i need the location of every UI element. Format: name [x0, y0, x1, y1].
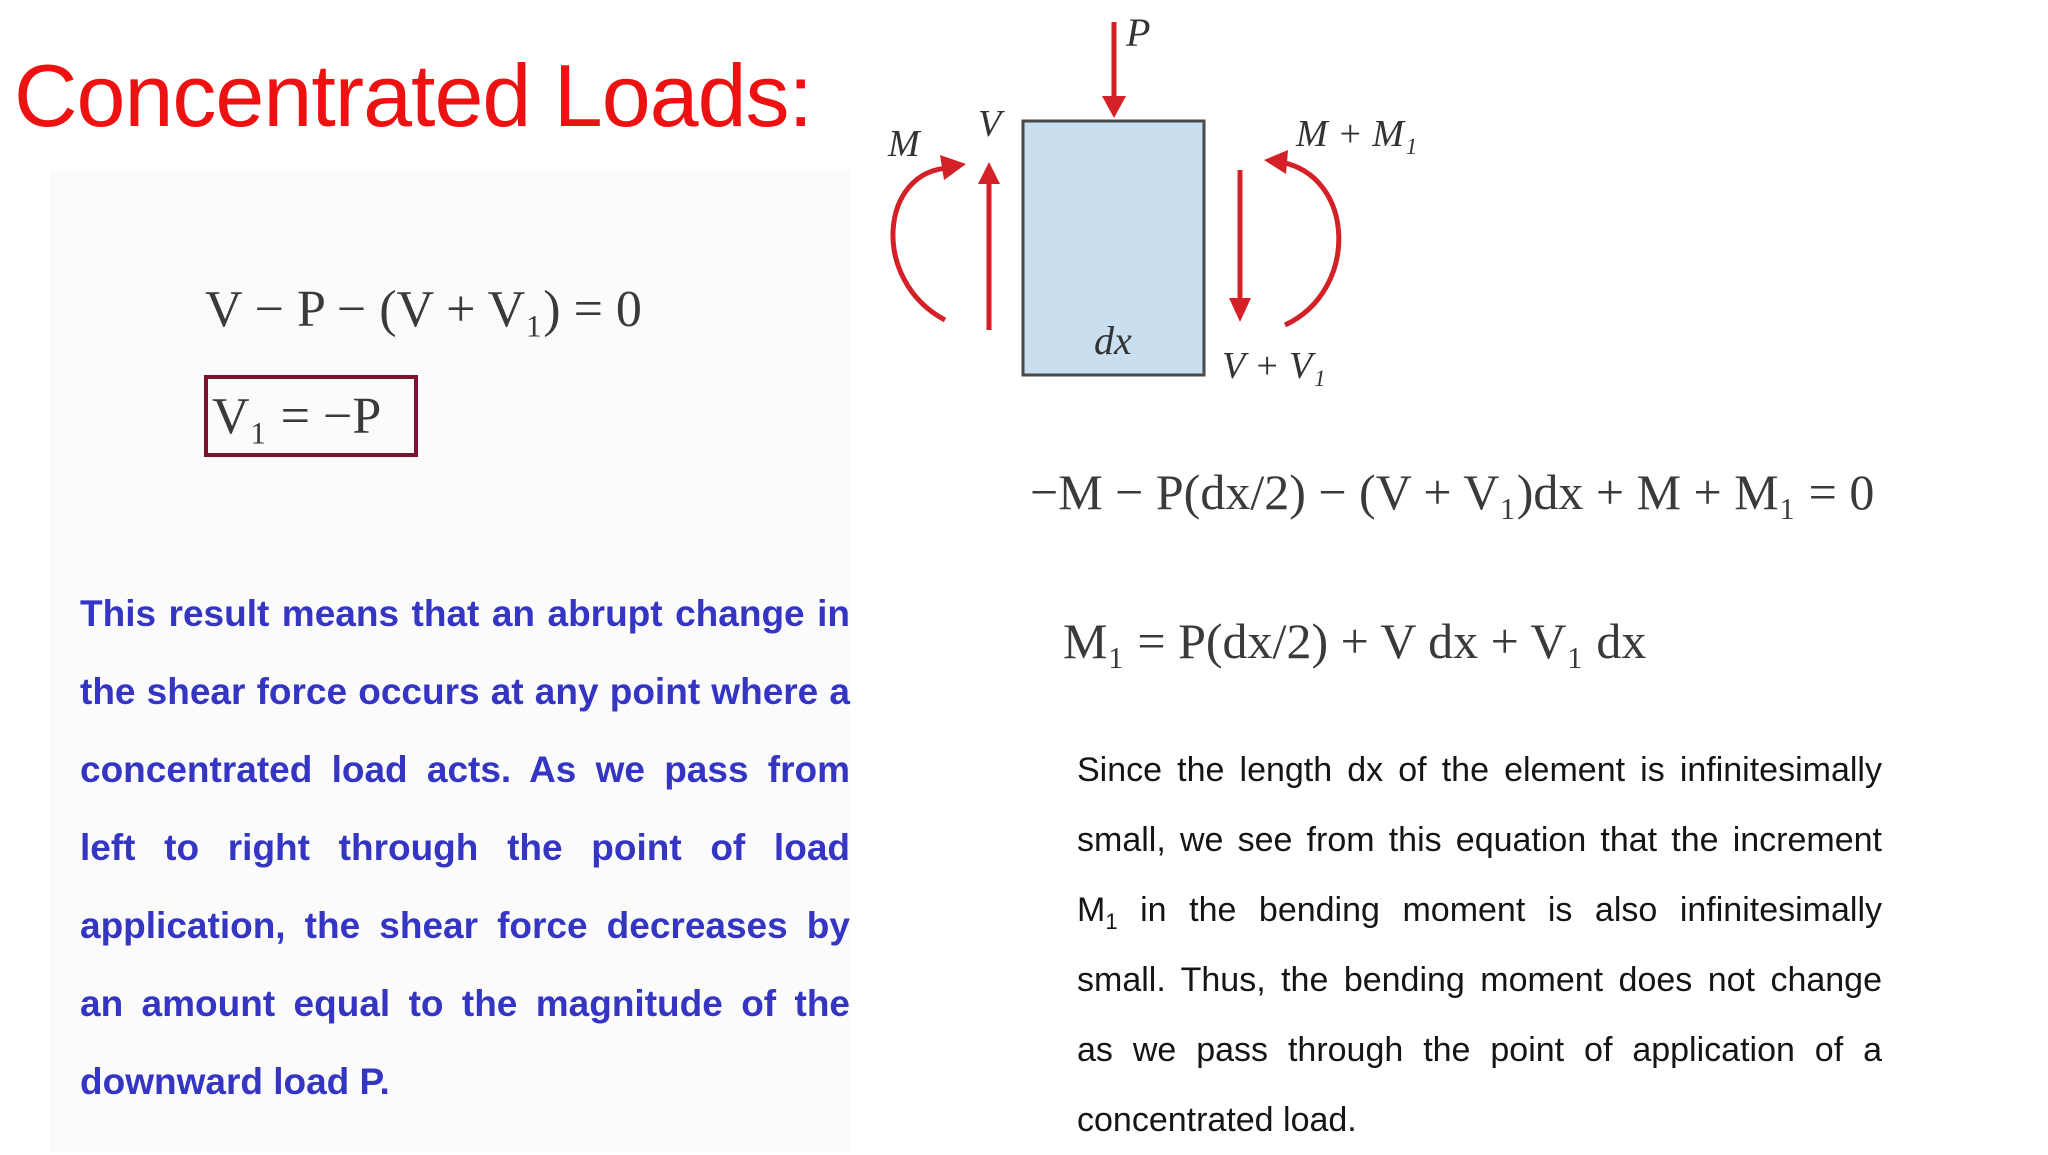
left-moment-arc — [893, 168, 950, 320]
shear-result-equation: V₁ = −P — [212, 388, 382, 445]
moment-balance-equation: −M − P(dx/2) − (V + V₁)dx + M + M₁ = 0 — [1030, 464, 1875, 520]
right-paragraph-subscript: 1 — [1105, 908, 1118, 934]
moment-result-equation: M₁ = P(dx/2) + V dx + V₁ dx — [1063, 613, 1647, 669]
right-moment-arrowhead — [1264, 150, 1288, 174]
load-arrowhead — [1102, 96, 1126, 118]
left-shear-label: V — [978, 103, 1002, 145]
right-explanation-paragraph — [1077, 735, 1882, 1155]
right-moment-arc — [1280, 162, 1339, 325]
element-label: dx — [1094, 318, 1132, 363]
right-shear-arrowhead — [1229, 298, 1251, 322]
right-paragraph-part1: Since the length dx of the element is infinitesimally small, we see from this equation that the increment M — [1077, 751, 1882, 929]
load-label: P — [1126, 10, 1151, 55]
page-title: Concentrated Loads: — [14, 46, 813, 145]
left-moment-arrowhead — [940, 155, 966, 180]
shear-balance-equation: V − P − (V + V₁) = 0 — [205, 281, 642, 338]
free-body-diagram — [850, 0, 1450, 400]
right-paragraph-part2: in the bending moment is also infinitesimally small. Thus, the bending moment does not change as we pass through the point of application of a concentrated load. — [1077, 891, 1882, 1139]
left-explanation-paragraph: This result means that an abrupt change in the shear force occurs at any point where a concentrated load acts. As we pass from left to right through the point of load application, the shear force decreases by an amount equal to the magnitude of the downward load P. — [80, 593, 850, 1102]
left-shear-arrowhead — [978, 162, 1000, 184]
right-shear-label: V + V₁ — [1222, 345, 1326, 387]
right-moment-label: M + M₁ — [1296, 113, 1418, 155]
left-moment-label: M — [888, 123, 920, 165]
